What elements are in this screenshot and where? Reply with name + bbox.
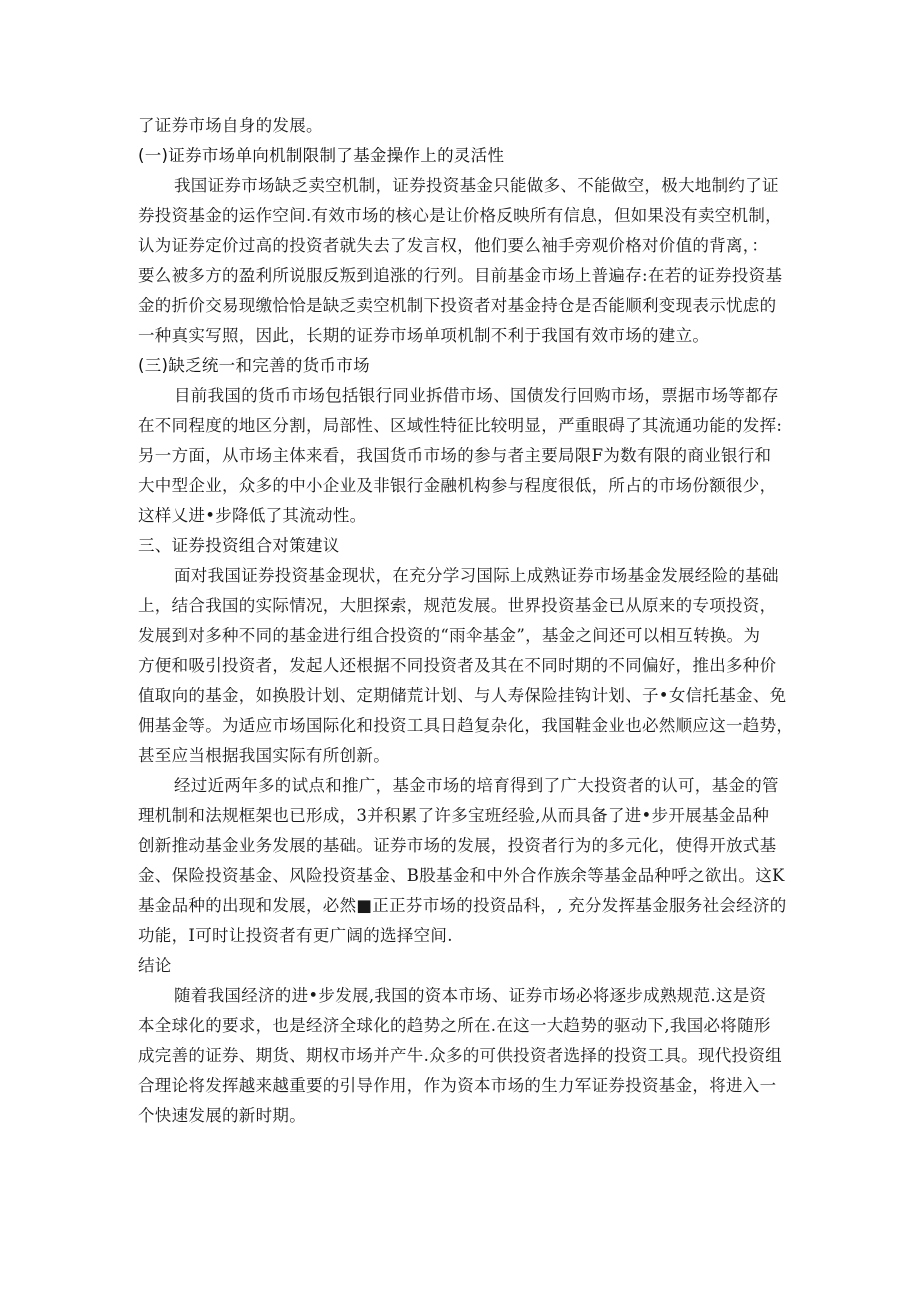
text-line: 合理论将发挥越来越重要的引导作用，作为资本市场的生力军证券投资基金，将进入一 <box>138 1076 777 1095</box>
text-line: 甚至应当根据我国实际有所创新。 <box>138 746 390 765</box>
text-line: 成完善的证券、期货、期权市场并产牛.众多的可供投资者选择的投资工具。现代投资组 <box>138 1046 782 1065</box>
text-line: 金、保险投资基金、风险投资基金、B股基金和中外合作族余等基金品种呼之欲出。这K <box>138 866 785 885</box>
text-line: 大中型企业，众多的中小企业及非银行金融机构参与程度很低，所占的市场份额很少， <box>138 476 777 495</box>
text-line: 本全球化的要求，也是经济全球化的趋势之所在.在这一大趋势的驱动下,我国必将随形 <box>138 1016 771 1035</box>
text-line: 一种真实写照，因此，长期的证券市场单项机制不利于我国有效市场的建立。 <box>138 326 710 345</box>
text-line: 认为证券定价过高的投资者就失去了发言权，他们要么袖手旁观价格对价值的背离，： <box>138 236 769 255</box>
text-line: 方便和吸引投资者，发起人还根据不同投资者及其在不同时期的不同偏好，推出多种价 <box>138 656 777 675</box>
text-line: 基金品种的出现和发展，必然■正正芬市场的投资品科，, 充分发挥基金服务社会经济的 <box>138 896 787 915</box>
text-line: 佣基金等。为适应市场国际化和投资工具日趋复杂化，我国鞋金业也必然顺应这一趋势， <box>138 716 794 735</box>
text-line: 另一方面，从市场主体来看，我国货币市场的参与者主要局限F为数有限的商业银行和 <box>138 446 772 465</box>
text-line: 了证券市场自身的发展。 <box>138 116 323 135</box>
text-line: 上，结合我国的实际情况，大胆探索，规范发展。世界投资基金已从原来的专项投资， <box>138 596 777 615</box>
text-line: 目前我国的货币市场包括银行同业拆借市场、国债发行回购市场，票据市场等都存 <box>174 386 779 405</box>
text-line: 个快速发展的新时期。 <box>138 1106 306 1125</box>
text-line: 券投资基金的运作空间.有效市场的核心是让价格反映所有信息，但如果没有卖空机制， <box>138 206 782 225</box>
text-line: 理机制和法规框架也已形成，3并积累了许多宝班经验,从而具备了进•步开展基金品种 <box>138 806 770 825</box>
text-line: 在不同程度的地区分割，局部性、区域性特征比较明显，严重眼碍了其流通功能的发挥: <box>138 416 783 435</box>
text-line: 经过近两年多的试点和推广，基金市场的培育得到了广大投资者的认可，基金的管 <box>174 776 779 795</box>
conclusion-heading: 结论 <box>138 956 172 975</box>
section-heading: 三、证券投资组合对策建议 <box>138 536 340 555</box>
text-line: 要么被多方的盈利所说服反叛到追涨的行列。目前基金市场上普遍存:在若的证券投资基 <box>138 266 783 285</box>
section-heading: (三)缺乏统一和完善的货币市场 <box>138 356 370 375</box>
text-line: 发展到对多种不同的基金进行组合投资的“雨伞基金”，基金之间还可以相互转换。为 <box>138 626 761 645</box>
text-line: 功能，I可时让投资者有更广阔的选择空间. <box>138 926 453 945</box>
text-line: 我国证券市场缺乏卖空机制，证券投资基金只能做多、不能做空，极大地制约了证 <box>174 176 779 195</box>
text-line: 值取向的基金，如换股计划、定期储荒计划、与人寿保险挂钩计划、子•女信托基金、免 <box>138 686 787 705</box>
text-line: 这样乂进•步降低了其流动性。 <box>138 506 367 525</box>
text-line: 金的折价交易现缴恰恰是缺乏卖空机制下投资者对基金持仓是否能顺利变现表示忧虑的 <box>138 296 777 315</box>
text-line: 创新推动基金业务发展的基础。证券市场的发展，投资者行为的多元化，使得开放式基 <box>138 836 777 855</box>
text-line: 面对我国证券投资基金现状，在充分学习国际上成熟证券市场基金发展经险的基础 <box>174 566 779 585</box>
text-line: 随着我国经济的进•步发展,我国的资本市场、证券市场必将逐步成熟规范.这是资 <box>174 986 767 1005</box>
section-heading: (一)证券市场单向机制限制了基金操作上的灵活性 <box>138 146 505 165</box>
